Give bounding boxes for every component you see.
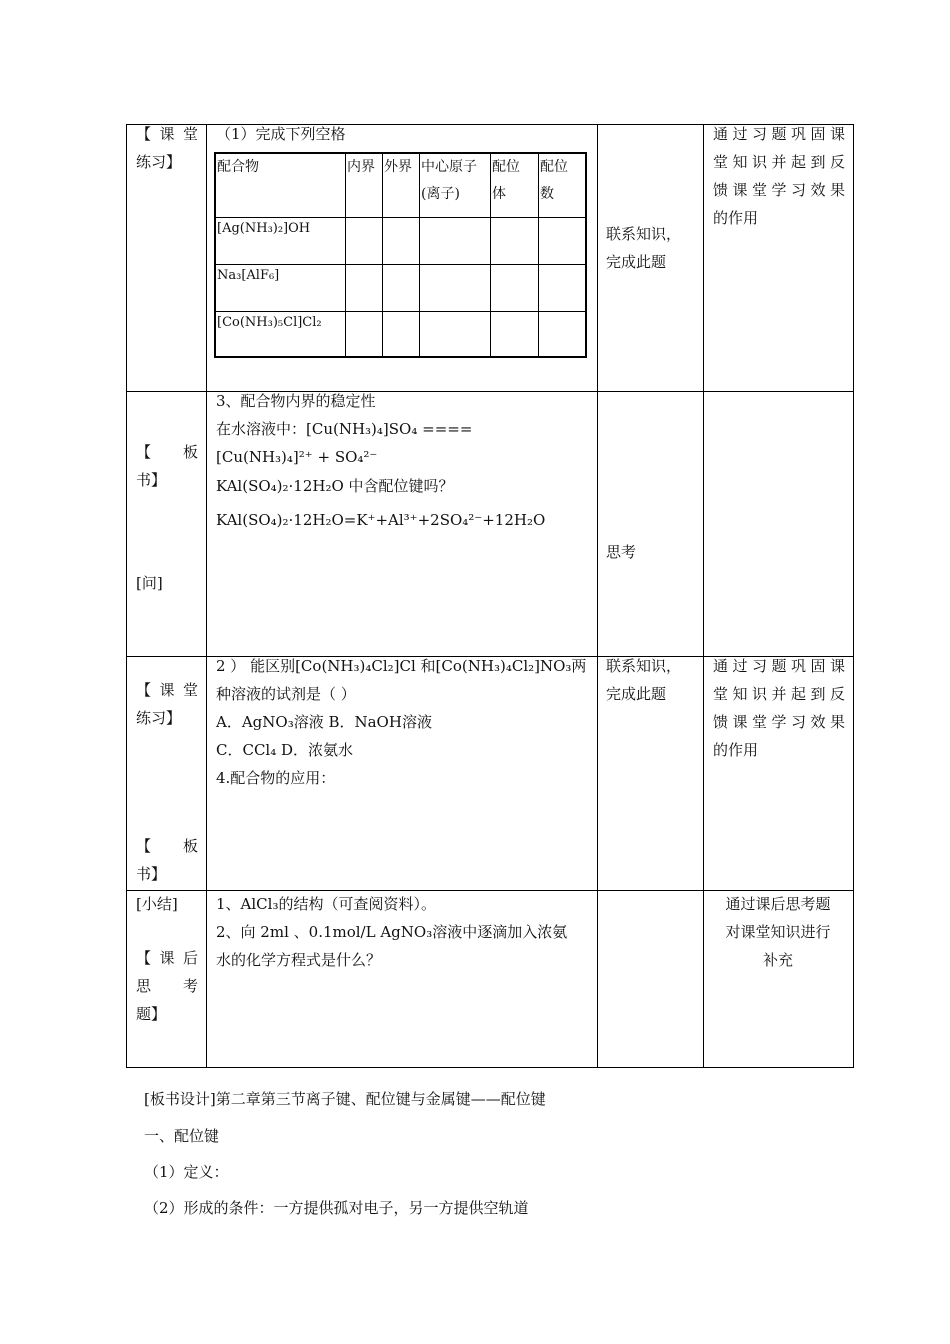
header-compound: 配合物 [217, 159, 259, 175]
row4-line-2: 2、向 2ml 、0.1mol/L AgNO₃溶液中逐滴加入浓氨 [216, 923, 568, 941]
row3-line-2: 种溶液的试剂是（ ） [216, 685, 356, 703]
row2-line-2: 在水溶液中：[Cu(NH₃)₄]SO₄ ==== [216, 420, 473, 438]
row4-label-summary: [小结] [136, 895, 178, 913]
row4-intent-1: 通过课后思考题 [725, 895, 831, 913]
header-coord-number-b: 数 [540, 186, 554, 202]
row3-intent-2: 堂知识并起到反 [713, 685, 845, 703]
row2-student: 思考 [606, 543, 637, 561]
row2-line-5: KAl(SO₄)₂·12H₂O=K⁺+Al³⁺+2SO₄²⁻+12H₂O [216, 511, 546, 529]
header-coord-number-a: 配位 [540, 159, 568, 175]
row1-title: （1）完成下列空格 [216, 125, 346, 143]
row2-line-3: [Cu(NH₃)₄]²⁺ + SO₄²⁻ [216, 448, 378, 466]
table-bottom-border [126, 1067, 853, 1068]
section-heading: 一、配位键 [144, 1127, 220, 1145]
table-right-border [853, 124, 854, 1068]
row3-intent-3: 馈课堂学习效果 [713, 713, 845, 731]
row1-intent-4: 的作用 [713, 209, 759, 227]
col-divider-2 [597, 124, 598, 1068]
board-design-title: [板书设计]第二章第三节离子键、配位键与金属键——配位键 [144, 1090, 546, 1108]
row3-label-a: 【 课 堂 [136, 681, 198, 699]
row3-label-d: 书】 [136, 865, 167, 883]
row2-line-1: 3、配合物内界的稳定性 [216, 392, 376, 410]
row4-intent-2: 对课堂知识进行 [725, 923, 831, 941]
col-divider-1 [206, 124, 207, 1068]
row3-option-cd: C．CCl₄ D．浓氨水 [216, 741, 354, 759]
row2-label-a: 【 板 [136, 443, 198, 461]
row4-intent-3: 补充 [762, 951, 793, 969]
row1-student-a: 联系知识， [606, 225, 682, 243]
row1-label-a: 【 课 堂 [136, 125, 198, 143]
header-central-ion: (离子) [421, 186, 460, 202]
row3-intent-4: 的作用 [713, 741, 759, 759]
row2-label-b: 书】 [136, 471, 167, 489]
row4-label-c: 思 考 [136, 977, 198, 995]
compound-na: Na₃[AlF₆] [217, 268, 280, 283]
item-formation-condition: （2）形成的条件：一方提供孤对电子，另一方提供空轨道 [144, 1199, 529, 1217]
row3-student-b: 完成此题 [606, 685, 667, 703]
header-central-atom: 中心原子 [421, 159, 477, 175]
row1-intent-1: 通过习题巩固课 [713, 125, 845, 143]
row4-line-1: 1、AlCl₃的结构（可查阅资料）。 [216, 895, 436, 913]
row4-label-b: 【 课 后 [136, 949, 198, 967]
header-inner-sphere: 内界 [347, 159, 375, 175]
row2-label-question: [问] [136, 574, 163, 592]
row3-option-ab: A．AgNO₃溶液 B．NaOH溶液 [216, 713, 432, 731]
row4-label-d: 题】 [136, 1005, 167, 1023]
header-outer-sphere: 外界 [384, 159, 412, 175]
row2-line-4: KAl(SO₄)₂·12H₂O 中含配位键吗？ [216, 477, 454, 495]
compound-ag: [Ag(NH₃)₂]OH [217, 221, 311, 236]
row3-label-b: 练习】 [136, 709, 182, 727]
header-ligand-a: 配位 [492, 159, 520, 175]
compound-co: [Co(NH₃)₅Cl]Cl₂ [217, 315, 322, 330]
row3-label-c: 【 板 [136, 837, 198, 855]
row3-line-5: 4.配合物的应用： [216, 769, 336, 787]
row3-line-1: 2 ） 能区别[Co(NH₃)₄Cl₂]Cl 和[Co(NH₃)₄Cl₂]NO₃两 [216, 657, 587, 675]
item-definition: （1）定义： [144, 1163, 229, 1181]
row4-line-3: 水的化学方程式是什么？ [216, 951, 382, 969]
coordination-compound-table [214, 152, 587, 358]
header-ligand-b: 体 [492, 186, 506, 202]
table-left-border [126, 124, 127, 1068]
row3-student-a: 联系知识， [606, 657, 682, 675]
row1-label-b: 练习】 [136, 153, 182, 171]
row1-intent-2: 堂知识并起到反 [713, 153, 845, 171]
row3-intent-1: 通过习题巩固课 [713, 657, 845, 675]
row1-student-b: 完成此题 [606, 253, 667, 271]
row1-intent-3: 馈课堂学习效果 [713, 181, 845, 199]
